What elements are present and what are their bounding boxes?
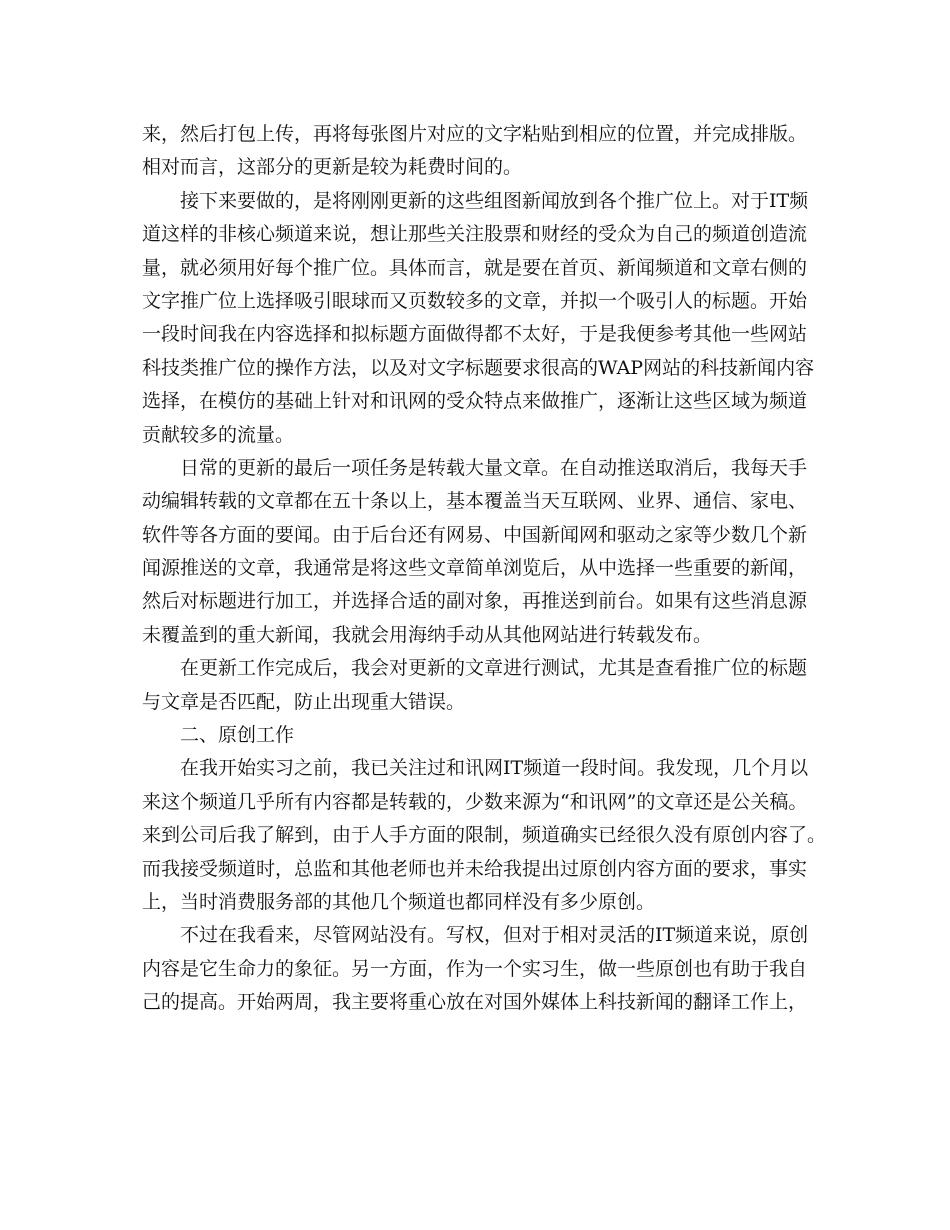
text-line: 在我开始实习之前，我已关注过和讯网IT频道一段时间。我发现，几个月以: [180, 757, 809, 780]
text-line: 日常的更新的最后一项任务是转载大量文章。在自动推送取消后，我每天手: [180, 456, 808, 479]
text-line: 闻源推送的文章，我通常是将这些文章简单浏览后，从中选择一些重要的新闻，: [142, 557, 808, 580]
text-line: 道这样的非核心频道来说，想让那些关注股票和财经的受众为自己的频道创造流: [142, 223, 808, 246]
section-heading: 二、原创工作: [180, 724, 295, 747]
text-line: 来到公司后我了解到，由于人手方面的限制，频道确实已经很久没有原创内容了。: [142, 824, 827, 847]
text-line: 而我接受频道时，总监和其他老师也并未给我提出过原创内容方面的要求，事实: [142, 857, 808, 880]
text-line: 不过在我看来，尽管网站没有。写权，但对于相对灵活的IT频道来说，原创: [180, 924, 809, 947]
text-line: 软件等各方面的要闻。由于后台还有网易、中国新闻网和驱动之家等少数几个新: [142, 523, 808, 546]
text-line: 与文章是否匹配，防止出现重大错误。: [142, 690, 466, 713]
text-line: 未覆盖到的重大新闻，我就会用海纳手动从其他网站进行转载发布。: [142, 623, 713, 646]
document-body: [142, 118, 827, 1020]
text-line: 一段时间我在内容选择和拟标题方面做得都不太好，于是我便参考其他一些网站: [142, 323, 808, 346]
text-line: 贡献较多的流量。: [142, 423, 295, 446]
text-line: 内容是它生命力的象征。另一方面，作为一个实习生，做一些原创也有助于我自: [142, 957, 808, 980]
text-line: 来这个频道几乎所有内容都是转载的，少数来源为“和讯网”的文章还是公关稿。: [142, 790, 808, 813]
text-line: 量，就必须用好每个推广位。具体而言，就是要在首页、新闻频道和文章右侧的: [142, 256, 808, 279]
text-line: 上，当时消费服务部的其他几个频道也都同样没有多少原创。: [142, 890, 656, 913]
text-line: 然后对标题进行加工，并选择合适的副对象，再推送到前台。如果有这些消息源: [142, 590, 808, 613]
text-line: 动编辑转载的文章都在五十条以上，基本覆盖当天互联网、业界、通信、家电、: [142, 490, 808, 513]
text-line: 科技类推广位的操作方法，以及对文字标题要求很高的WAP网站的科技新闻内容: [142, 356, 815, 379]
text-line: 来，然后打包上传，再将每张图片对应的文字粘贴到相应的位置，并完成排版。: [142, 123, 808, 145]
text-line: 相对而言，这部分的更新是较为耗费时间的。: [142, 156, 523, 179]
text-line: 己的提高。开始两周，我主要将重心放在对国外媒体上科技新闻的翻译工作上，: [142, 991, 808, 1014]
text-line: 在更新工作完成后，我会对更新的文章进行测试，尤其是查看推广位的标题: [180, 657, 808, 680]
text-line: 接下来要做的，是将刚刚更新的这些组图新闻放到各个推广位上。对于IT频: [180, 189, 809, 212]
text-line: 文字推广位上选择吸引眼球而又页数较多的文章，并拟一个吸引人的标题。开始: [142, 289, 808, 312]
text-line: 选择，在模仿的基础上针对和讯网的受众特点来做推广，逐渐让这些区域为频道: [142, 390, 808, 413]
